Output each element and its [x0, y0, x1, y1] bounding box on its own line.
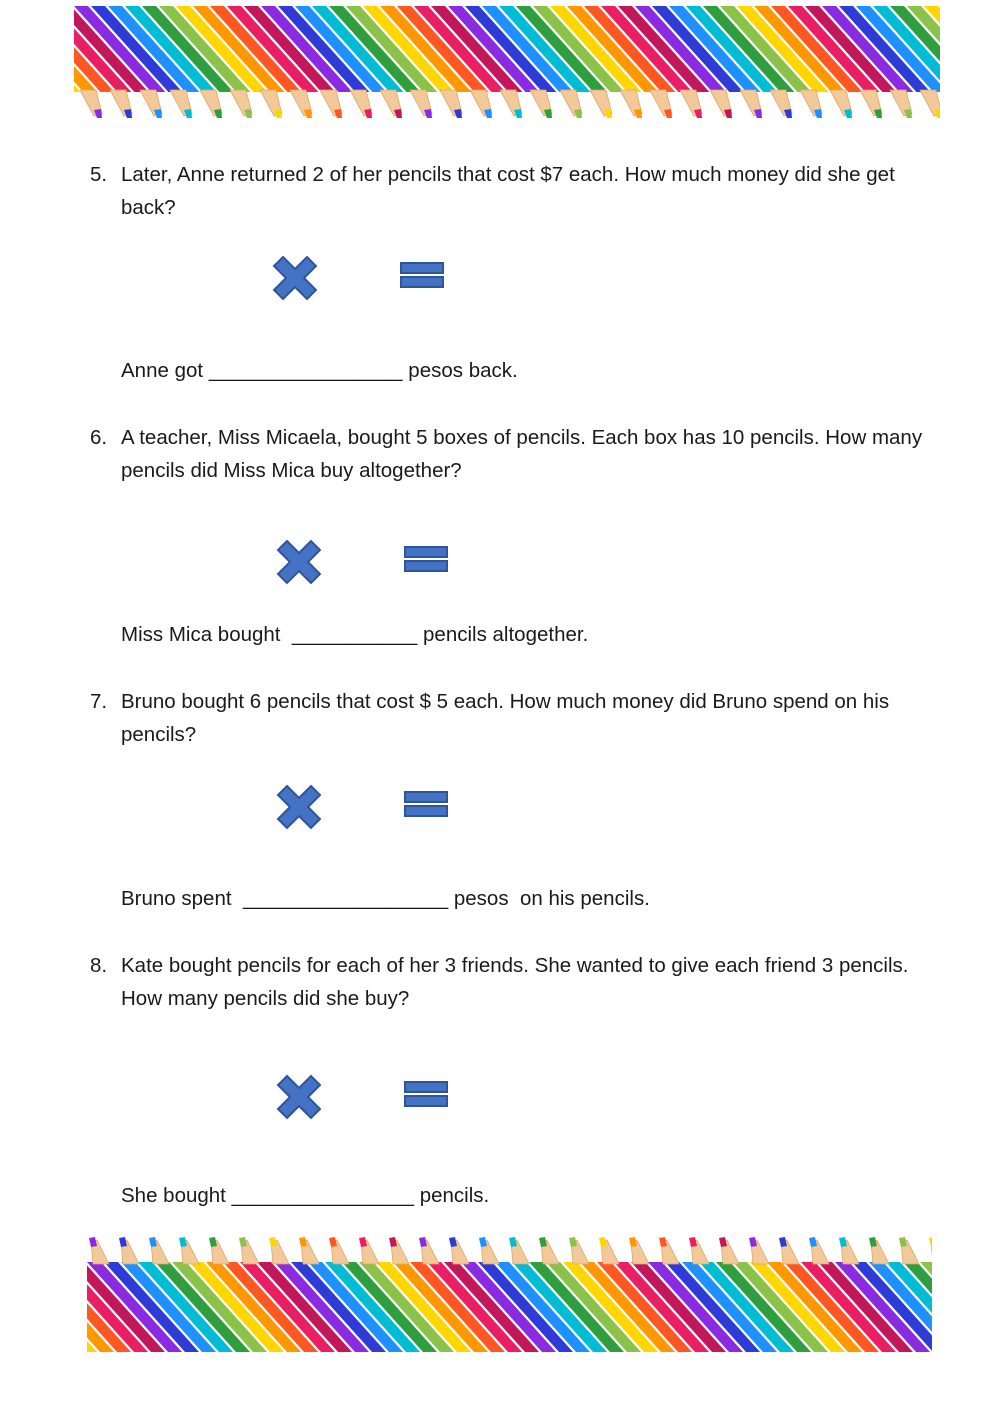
pencil-tip [599, 1237, 619, 1264]
question-number: 7. [90, 690, 108, 713]
pencil-tip [629, 1237, 649, 1264]
answer-blank[interactable]: ___________ [291, 623, 418, 646]
pencil-tip [119, 1237, 139, 1264]
pencil-tip [230, 90, 252, 118]
pencils-illustration-bottom [87, 1228, 932, 1352]
equation-operators-5 [270, 253, 470, 303]
question-6 [90, 421, 950, 487]
pencil-tip [569, 1237, 589, 1264]
pencil-tip [470, 90, 492, 118]
pencil-tip [689, 1237, 709, 1264]
pencil-tip [320, 90, 342, 118]
question-number: 8. [90, 954, 108, 977]
pencil-tip [479, 1237, 499, 1264]
answer-line-5 [121, 356, 518, 386]
pencil-tip [590, 90, 612, 118]
pencil-tip [809, 1237, 829, 1264]
pencil-tip [170, 90, 192, 118]
equation-operators-7 [274, 782, 474, 832]
question-text: Later, Anne returned 2 of her pencils that cost $7 each. How much money did she get back? [121, 163, 895, 219]
pencil-tip [710, 90, 732, 118]
pencil-tip [509, 1237, 529, 1264]
pencil-tip [359, 1237, 379, 1264]
pencil-tip [749, 1237, 769, 1264]
pencil-banner-top [74, 6, 940, 126]
pencil-tip [179, 1237, 199, 1264]
pencil-tip [410, 90, 432, 118]
pencil-tip [389, 1237, 409, 1264]
pencil-tip [440, 90, 462, 118]
pencils-illustration-top [74, 6, 940, 126]
pencil-tip [350, 90, 372, 118]
question-number: 6. [90, 426, 108, 449]
pencil-tip [380, 90, 402, 118]
pencil-tip [650, 90, 672, 118]
pencil-tip [419, 1237, 439, 1264]
pencil-tip [740, 90, 762, 118]
pencil-tip [929, 1237, 932, 1264]
pencil-stripes-bottom [87, 1262, 932, 1352]
pencil-tip [329, 1237, 349, 1264]
answer-prefix: She bought [121, 1184, 232, 1207]
pencil-tip [899, 1237, 919, 1264]
question-text: Kate bought pencils for each of her 3 friends. She wanted to give each friend 3 pencils. How many pencils did she buy? [121, 954, 909, 1010]
pencil-tip [149, 1237, 169, 1264]
equals-icon [404, 542, 448, 574]
pencil-tip [719, 1237, 739, 1264]
pencil-tip [239, 1237, 259, 1264]
pencil-tip [539, 1237, 559, 1264]
pencil-tip [290, 90, 312, 118]
question-8 [90, 949, 950, 1015]
answer-prefix: Bruno spent [121, 887, 243, 910]
answer-line-6 [121, 620, 588, 650]
equals-icon [404, 1077, 448, 1109]
pencil-tip [89, 1237, 109, 1264]
pencil-tip [449, 1237, 469, 1264]
pencil-tip [860, 90, 882, 118]
pencil-tips-bottom [89, 1237, 932, 1264]
pencil-tip [209, 1237, 229, 1264]
pencil-tip [500, 90, 522, 118]
question-number: 5. [90, 163, 108, 186]
pencil-tip [869, 1237, 889, 1264]
equals-icon [400, 258, 444, 290]
answer-suffix: pesos on his pencils. [448, 887, 650, 910]
pencil-tip [560, 90, 582, 118]
multiply-icon [274, 782, 324, 832]
pencil-tip [779, 1237, 799, 1264]
pencil-stripes-top [74, 6, 940, 92]
pencil-tip [299, 1237, 319, 1264]
answer-blank[interactable]: ________________ [231, 1184, 414, 1207]
pencil-tip [269, 1237, 289, 1264]
answer-blank[interactable]: __________________ [242, 887, 449, 910]
pencil-tip [110, 90, 132, 118]
pencil-tip [530, 90, 552, 118]
pencil-tip [200, 90, 222, 118]
equation-operators-6 [274, 537, 474, 587]
pencil-tip [839, 1237, 859, 1264]
pencil-tip [920, 90, 940, 118]
pencil-tip [770, 90, 792, 118]
multiply-icon [274, 537, 324, 587]
answer-suffix: pencils altogether. [417, 623, 589, 646]
pencil-tip [140, 90, 162, 118]
pencil-tips-top [80, 90, 940, 118]
answer-prefix: Anne got [121, 359, 209, 382]
answer-line-7 [121, 884, 650, 914]
answer-line-8 [121, 1181, 489, 1211]
question-text: A teacher, Miss Micaela, bought 5 boxes of pencils. Each box has 10 pencils. How many pencils did Miss Mica buy altogether? [121, 426, 923, 482]
pencil-tip [659, 1237, 679, 1264]
question-text: Bruno bought 6 pencils that cost $ 5 each. How much money did Bruno spend on his pencils? [121, 690, 890, 746]
question-5 [90, 158, 950, 224]
pencil-tip [800, 90, 822, 118]
pencil-tip [80, 90, 102, 118]
multiply-icon [274, 1072, 324, 1122]
answer-suffix: pencils. [414, 1184, 490, 1207]
pencil-tip [680, 90, 702, 118]
equals-icon [404, 787, 448, 819]
pencil-banner-bottom [87, 1228, 932, 1352]
answer-blank[interactable]: _________________ [208, 359, 403, 382]
pencil-tip [830, 90, 852, 118]
answer-prefix: Miss Mica bought [121, 623, 292, 646]
pencil-tip [260, 90, 282, 118]
pencil-tip [620, 90, 642, 118]
answer-suffix: pesos back. [402, 359, 518, 382]
multiply-icon [270, 253, 320, 303]
question-7 [90, 685, 950, 751]
pencil-tip [890, 90, 912, 118]
equation-operators-8 [274, 1072, 474, 1122]
